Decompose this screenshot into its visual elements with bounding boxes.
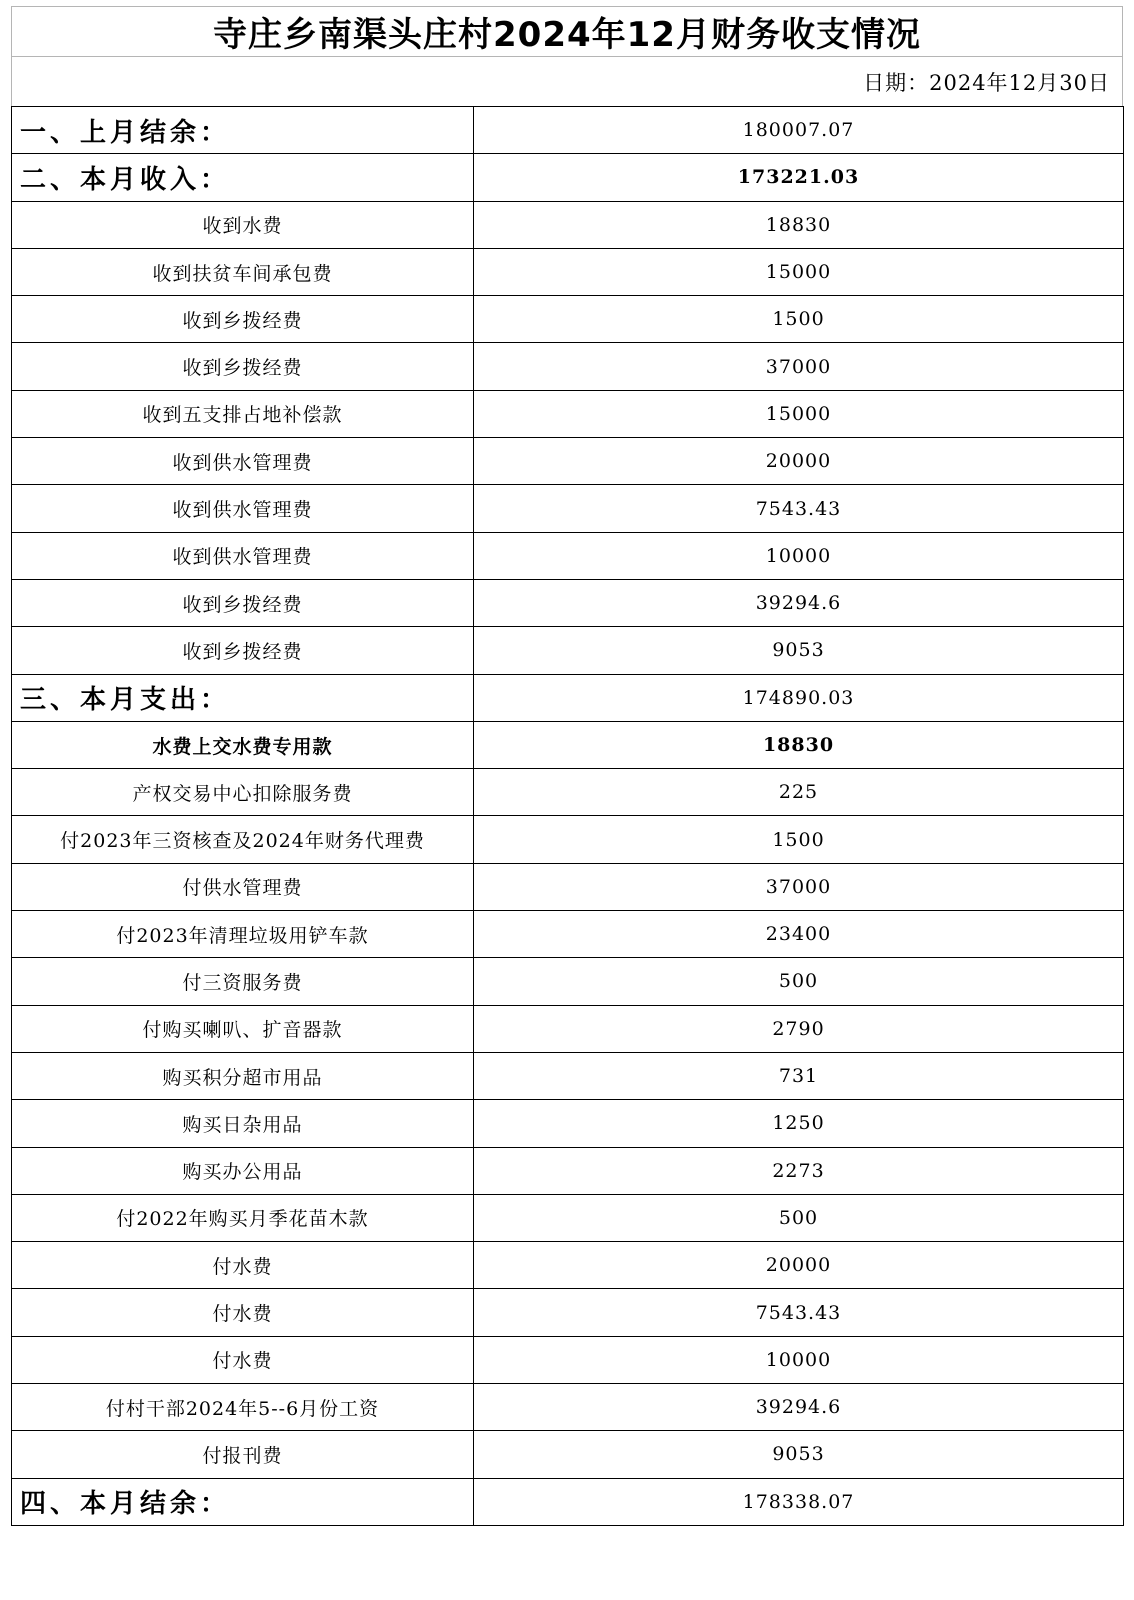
table-row — [12, 532, 1124, 579]
item-label: 付2023年清理垃圾用铲车款 — [12, 911, 474, 958]
table-row — [12, 627, 1124, 674]
amount-value: 500 — [474, 1194, 1124, 1241]
table-row — [12, 721, 1124, 768]
item-label: 产权交易中心扣除服务费 — [12, 769, 474, 816]
table-row — [12, 1005, 1124, 1052]
amount-value: 1500 — [474, 296, 1124, 343]
amount-value: 23400 — [474, 911, 1124, 958]
section-row — [12, 674, 1124, 721]
section-label: 一、上月结余： — [12, 107, 474, 154]
table-row — [12, 958, 1124, 1005]
section-label: 四、本月结余： — [12, 1478, 474, 1525]
table-row — [12, 579, 1124, 626]
item-label: 付村干部2024年5--6月份工资 — [12, 1384, 474, 1431]
item-label: 收到乡拨经费 — [12, 296, 474, 343]
table-row — [12, 485, 1124, 532]
amount-value: 37000 — [474, 343, 1124, 390]
section-row — [12, 107, 1124, 154]
section-row — [12, 1478, 1124, 1525]
amount-value: 15000 — [474, 248, 1124, 295]
section-label: 三、本月支出： — [12, 674, 474, 721]
report-date: 日期：2024年12月30日 — [11, 56, 1123, 106]
table-row — [12, 1336, 1124, 1383]
amount-value: 9053 — [474, 1431, 1124, 1478]
item-label: 收到五支排占地补偿款 — [12, 390, 474, 437]
item-label: 收到供水管理费 — [12, 438, 474, 485]
item-label: 收到供水管理费 — [12, 532, 474, 579]
table-row — [12, 1147, 1124, 1194]
amount-value: 39294.6 — [474, 579, 1124, 626]
amount-value: 20000 — [474, 1242, 1124, 1289]
table-row — [12, 1384, 1124, 1431]
amount-value: 20000 — [474, 438, 1124, 485]
table-row — [12, 1100, 1124, 1147]
section-label: 二、本月收入： — [12, 154, 474, 201]
table-row — [12, 201, 1124, 248]
amount-value: 500 — [474, 958, 1124, 1005]
amount-value: 18830 — [474, 201, 1124, 248]
item-label: 付水费 — [12, 1242, 474, 1289]
amount-value: 37000 — [474, 863, 1124, 910]
item-label: 收到乡拨经费 — [12, 627, 474, 674]
amount-value: 7543.43 — [474, 1289, 1124, 1336]
finance-table-body — [12, 107, 1124, 1526]
table-row — [12, 1431, 1124, 1478]
item-label: 购买日杂用品 — [12, 1100, 474, 1147]
amount-value: 15000 — [474, 390, 1124, 437]
amount-value: 9053 — [474, 627, 1124, 674]
item-label: 收到供水管理费 — [12, 485, 474, 532]
item-label: 付2022年购买月季花苗木款 — [12, 1194, 474, 1241]
table-row — [12, 1194, 1124, 1241]
item-label: 付供水管理费 — [12, 863, 474, 910]
amount-value: 178338.07 — [474, 1478, 1124, 1525]
item-label: 水费上交水费专用款 — [12, 721, 474, 768]
item-label: 付2023年三资核查及2024年财务代理费 — [12, 816, 474, 863]
finance-sheet — [11, 6, 1123, 1526]
amount-value: 39294.6 — [474, 1384, 1124, 1431]
amount-value: 174890.03 — [474, 674, 1124, 721]
amount-value: 10000 — [474, 1336, 1124, 1383]
table-row — [12, 343, 1124, 390]
table-row — [12, 863, 1124, 910]
table-row — [12, 248, 1124, 295]
amount-value: 173221.03 — [474, 154, 1124, 201]
item-label: 收到乡拨经费 — [12, 579, 474, 626]
item-label: 付水费 — [12, 1336, 474, 1383]
amount-value: 1250 — [474, 1100, 1124, 1147]
table-row — [12, 816, 1124, 863]
table-row — [12, 390, 1124, 437]
item-label: 收到水费 — [12, 201, 474, 248]
amount-value: 10000 — [474, 532, 1124, 579]
page-title: 寺庄乡南渠头庄村2024年12月财务收支情况 — [11, 6, 1123, 56]
table-row — [12, 1052, 1124, 1099]
item-label: 付水费 — [12, 1289, 474, 1336]
table-row — [12, 769, 1124, 816]
table-row — [12, 1242, 1124, 1289]
item-label: 购买办公用品 — [12, 1147, 474, 1194]
table-row — [12, 1289, 1124, 1336]
table-row — [12, 911, 1124, 958]
amount-value: 7543.43 — [474, 485, 1124, 532]
item-label: 付购买喇叭、扩音器款 — [12, 1005, 474, 1052]
amount-value: 1500 — [474, 816, 1124, 863]
item-label: 购买积分超市用品 — [12, 1052, 474, 1099]
section-row — [12, 154, 1124, 201]
item-label: 付三资服务费 — [12, 958, 474, 1005]
amount-value: 180007.07 — [474, 107, 1124, 154]
amount-value: 2790 — [474, 1005, 1124, 1052]
amount-value: 2273 — [474, 1147, 1124, 1194]
amount-value: 225 — [474, 769, 1124, 816]
item-label: 收到扶贫车间承包费 — [12, 248, 474, 295]
table-row — [12, 438, 1124, 485]
finance-table — [11, 106, 1124, 1526]
item-label: 付报刊费 — [12, 1431, 474, 1478]
amount-value: 18830 — [474, 721, 1124, 768]
amount-value: 731 — [474, 1052, 1124, 1099]
item-label: 收到乡拨经费 — [12, 343, 474, 390]
table-row — [12, 296, 1124, 343]
